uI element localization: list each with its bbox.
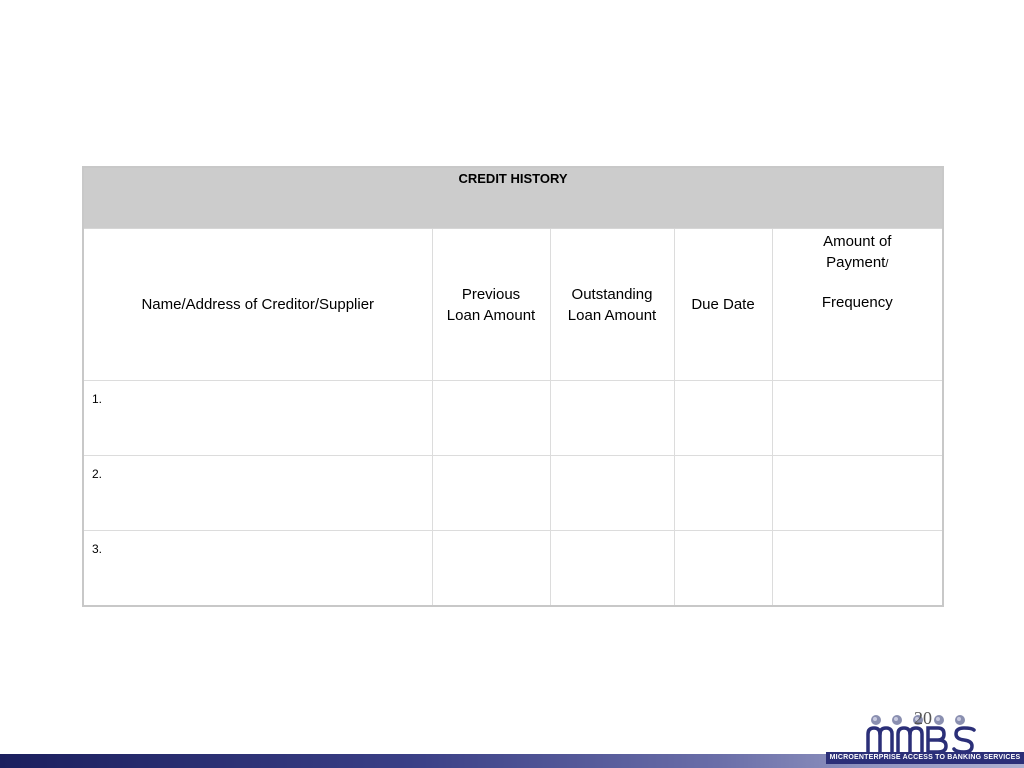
creditor-cell[interactable]	[83, 531, 432, 607]
due-date-header-label: Due Date	[691, 296, 755, 313]
table-row	[83, 381, 943, 456]
amount-header-line1: Amount of	[823, 233, 892, 250]
creditor-cell[interactable]	[83, 381, 432, 456]
row-number: 1.	[92, 392, 103, 406]
row-number: 2.	[92, 467, 103, 481]
previous-loan-cell[interactable]	[432, 456, 550, 531]
due-date-cell[interactable]	[674, 381, 772, 456]
footer-tagline: MICROENTERPRISE ACCESS TO BANKING SERVICES	[826, 752, 1024, 764]
amount-frequency-cell[interactable]	[772, 456, 943, 531]
due-date-cell[interactable]	[674, 456, 772, 531]
previous-loan-cell[interactable]	[432, 381, 550, 456]
due-date-cell[interactable]	[674, 531, 772, 607]
amount-frequency-cell[interactable]	[772, 531, 943, 607]
page-number: 20	[914, 708, 932, 728]
column-header-creditor	[83, 229, 432, 381]
amount-frequency-cell[interactable]	[772, 381, 943, 456]
outstanding-header-line2: Loan Amount	[567, 306, 657, 324]
column-header-due-date	[674, 229, 772, 381]
previous-header-line1: Previous	[461, 285, 521, 303]
amount-header-slash: /	[885, 258, 889, 270]
table-row	[83, 531, 943, 607]
row-number: 3.	[92, 542, 103, 556]
table-header-row	[83, 229, 943, 381]
creditor-cell[interactable]	[83, 456, 432, 531]
amount-header-line3: Frequency	[821, 294, 893, 311]
table-row	[83, 456, 943, 531]
outstanding-loan-cell[interactable]	[550, 381, 674, 456]
credit-history-table	[82, 166, 944, 607]
column-header-previous-loan	[432, 229, 550, 381]
creditor-header-label: Name/Address of Creditor/Supplier	[141, 296, 375, 313]
table-title-row	[83, 167, 943, 229]
outstanding-loan-cell[interactable]	[550, 456, 674, 531]
outstanding-loan-cell[interactable]	[550, 531, 674, 607]
table-title: CREDIT HISTORY	[83, 167, 943, 229]
column-header-amount-frequency	[772, 229, 943, 381]
previous-header-line2: Loan Amount	[446, 306, 536, 324]
outstanding-header-line1: Outstanding	[571, 285, 653, 303]
previous-loan-cell[interactable]	[432, 531, 550, 607]
column-header-outstanding-loan	[550, 229, 674, 381]
amount-header-line2: Payment	[826, 254, 886, 271]
